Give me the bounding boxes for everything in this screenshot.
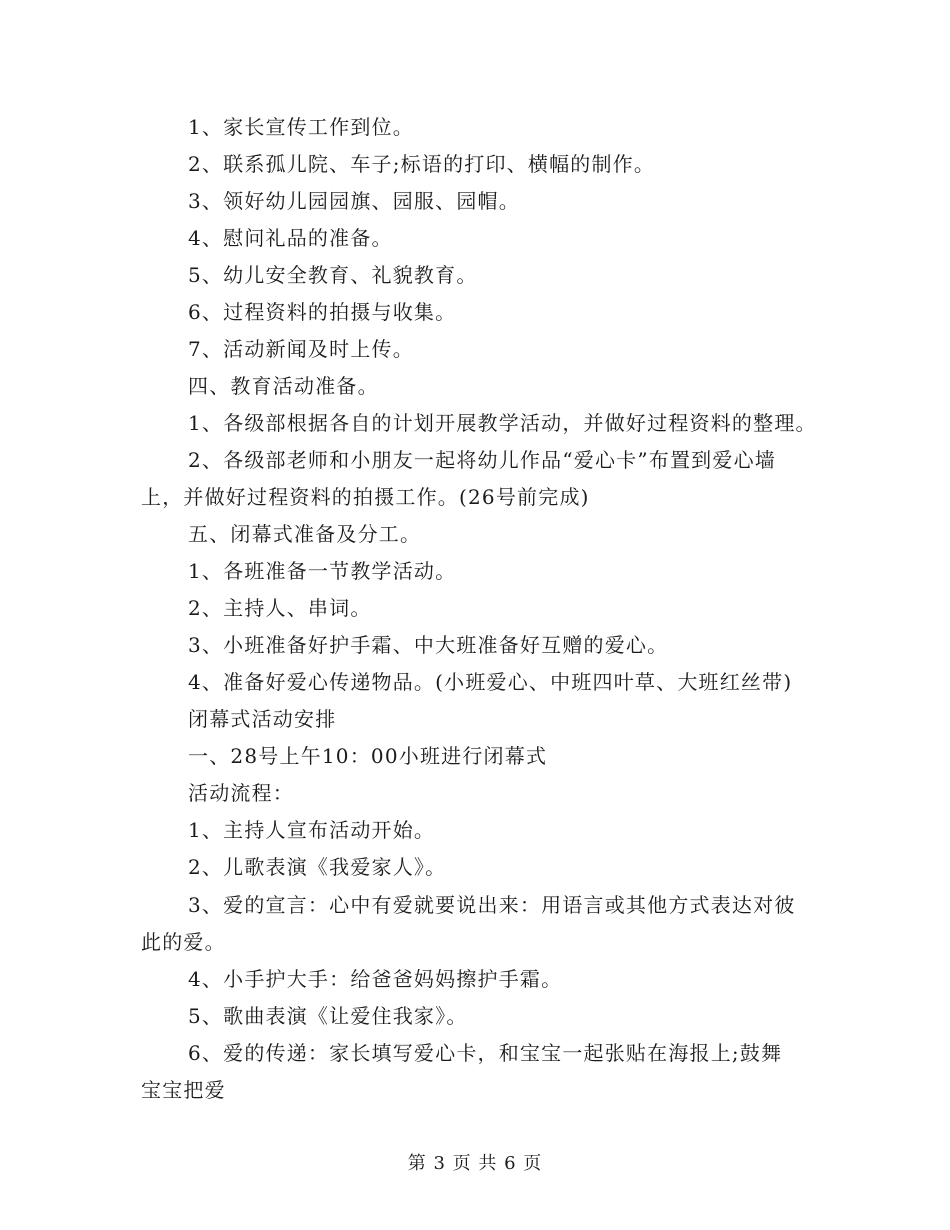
text-line: 3、小班准备好护手霜、中大班准备好互赠的爱心。 xyxy=(188,633,669,657)
text-line: 一、28号上午10：00小班进行闭幕式 xyxy=(188,744,548,768)
text-line: 5、幼儿安全教育、礼貌教育。 xyxy=(188,263,478,287)
text-line: 1、家长宣传工作到位。 xyxy=(188,115,414,139)
text-line: 5、歌曲表演《让爱住我家》。 xyxy=(188,1004,468,1028)
text-line: 4、慰问礼品的准备。 xyxy=(188,226,393,250)
section-heading: 四、教育活动准备。 xyxy=(188,374,379,398)
text-line-continuation: 此的爱。 xyxy=(141,930,226,954)
text-line: 3、领好幼儿园园旗、园服、园帽。 xyxy=(188,189,520,213)
text-line: 1、主持人宣布活动开始。 xyxy=(188,818,436,842)
text-line: 6、过程资料的拍摄与收集。 xyxy=(188,300,457,324)
text-line: 7、活动新闻及时上传。 xyxy=(188,337,414,361)
text-line: 2、各级部老师和小朋友一起将幼儿作品“爱心卡”布置到爱心墙 xyxy=(188,448,776,472)
text-line: 1、各级部根据各自的计划开展教学活动，并做好过程资料的整理。 xyxy=(188,411,817,435)
text-line: 4、准备好爱心传递物品。(小班爱心、中班四叶草、大班红丝带) xyxy=(188,670,793,694)
text-line: 1、各班准备一节教学活动。 xyxy=(188,559,457,583)
section-heading: 五、闭幕式准备及分工。 xyxy=(188,522,422,546)
text-line: 4、小手护大手：给爸爸妈妈擦护手霜。 xyxy=(188,967,563,991)
text-line: 2、儿歌表演《我爱家人》。 xyxy=(188,855,447,879)
text-line: 2、主持人、串词。 xyxy=(188,596,372,620)
text-line: 3、爱的宣言：心中有爱就要说出来：用语言或其他方式表达对彼 xyxy=(188,893,796,917)
text-line-continuation: 上，并做好过程资料的拍摄工作。(26号前完成) xyxy=(141,485,590,509)
text-line-continuation: 宝宝把爱 xyxy=(141,1078,226,1102)
text-line: 活动流程： xyxy=(188,781,294,805)
page-number-footer: 第 3 页 共 6 页 xyxy=(407,1153,543,1174)
section-heading: 闭幕式活动安排 xyxy=(188,707,337,731)
text-line: 6、爱的传递：家长填写爱心卡，和宝宝一起张贴在海报上;鼓舞 xyxy=(188,1041,783,1065)
text-line: 2、联系孤儿院、车子;标语的打印、横幅的制作。 xyxy=(188,152,656,176)
